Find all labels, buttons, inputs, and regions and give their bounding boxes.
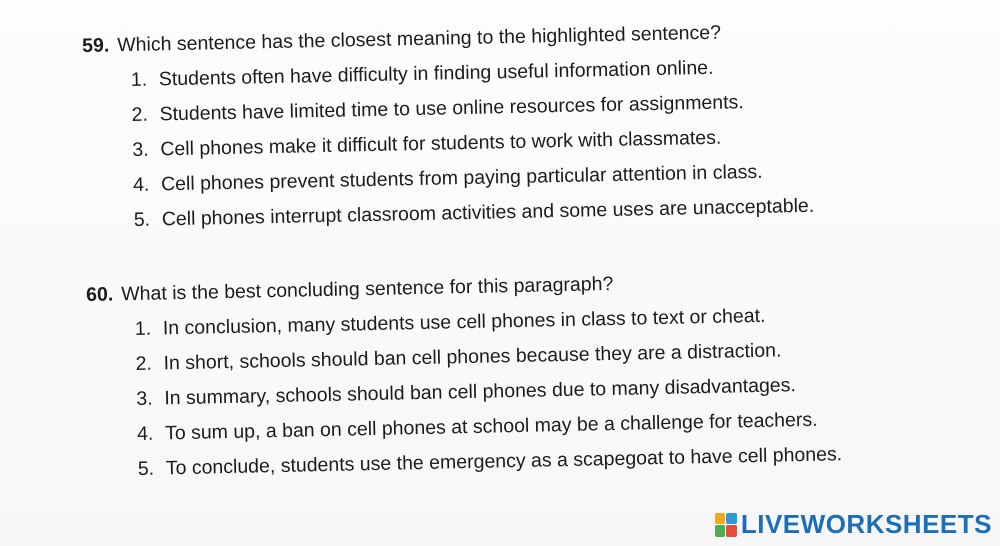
question-heading [82,19,811,58]
answer-options [83,54,815,233]
option-text: Cell phones interrupt classroom activities and some uses are unacceptable. [161,194,815,231]
answer-option-2[interactable] [131,89,812,127]
option-text: Cell phones make it difficult for students to work with classmates. [160,126,722,161]
option-number: 1. [130,68,148,92]
option-number: 4. [136,422,154,445]
answer-option-1[interactable] [131,54,812,92]
option-text: In conclusion, many students use cell phones in class to text or cheat. [162,304,766,340]
answer-option-2[interactable] [135,337,840,376]
option-number: 5. [137,457,155,480]
question-heading [86,267,839,307]
question-text: What is the best concluding sentence for this paragraph? [121,272,614,306]
option-number: 3. [136,387,153,410]
answer-option-1[interactable] [135,302,840,341]
liveworksheets-logo-icon [715,513,737,537]
answer-option-4[interactable] [137,407,842,446]
question-number: 60. [85,283,114,307]
question-text: Which sentence has the closest meaning to the highlighted sentence? [117,21,722,57]
answer-option-3[interactable] [132,124,813,162]
answer-option-4[interactable] [133,159,814,197]
question-60 [86,267,842,482]
option-number: 2. [135,352,153,375]
option-text: Students often have difficulty in finding useful information online. [158,56,714,91]
answer-option-5[interactable] [138,442,843,481]
answer-options [87,302,843,482]
option-number: 5. [133,208,151,231]
logo-tile [726,525,737,537]
option-text: In summary, schools should ban cell phones due to many disadvantages. [164,374,797,410]
option-number: 1. [134,317,152,341]
answer-option-5[interactable] [134,194,815,232]
question-59 [82,19,815,233]
logo-tile [726,513,737,525]
option-text: Students have limited time to use online resources for assignments. [159,91,744,126]
option-number: 2. [131,103,149,126]
logo-tile [715,525,726,537]
brand-name: LIVEWORKSHEETS [740,509,992,539]
option-text: Cell phones prevent students from paying particular attention in class. [160,160,763,196]
option-text: To conclude, students use the emergency as a scapegoat to have cell phones. [165,443,843,480]
answer-option-3[interactable] [136,372,841,411]
option-number: 4. [132,173,150,196]
option-number: 3. [132,138,149,161]
logo-tile [715,513,726,525]
question-number: 59. [81,34,110,58]
option-text: In short, schools should ban cell phones because they are a distraction. [163,339,782,375]
option-text: To sum up, a ban on cell phones at school may be a challenge for teachers. [164,408,818,445]
liveworksheets-watermark [715,509,992,540]
